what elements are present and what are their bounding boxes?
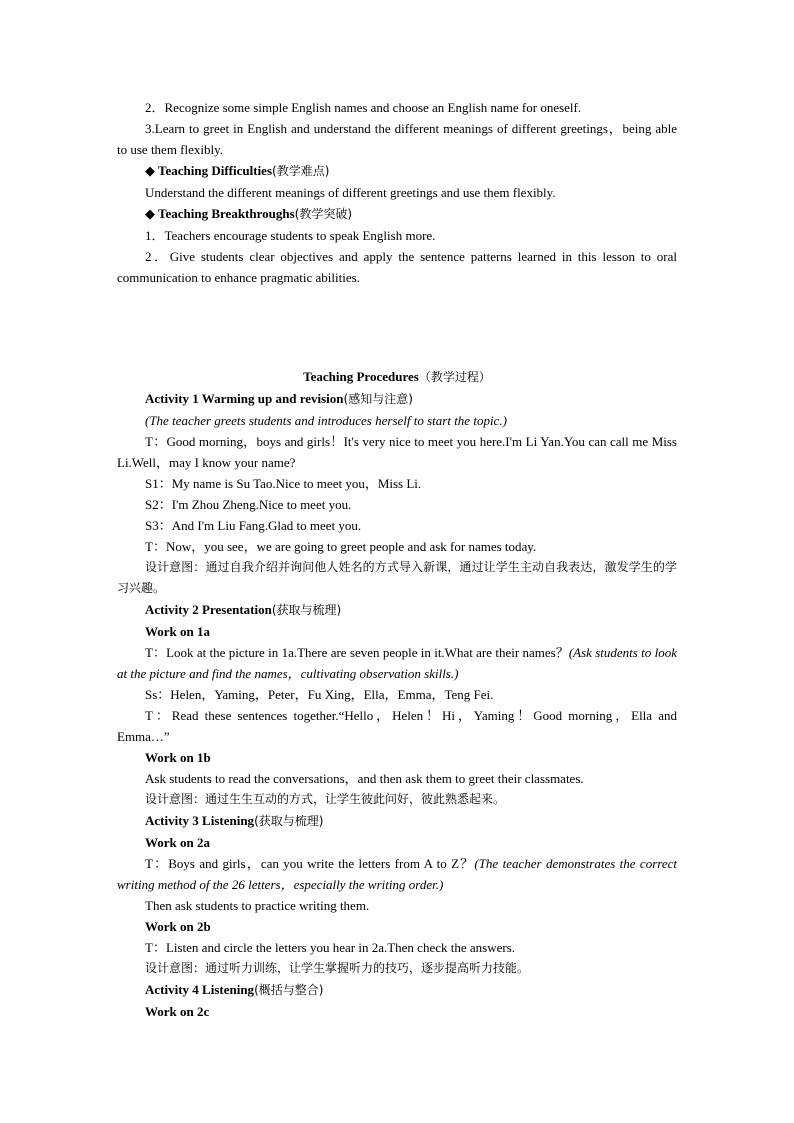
breakthroughs-title: ◆ Teaching Breakthroughs — [145, 206, 295, 221]
procedures-section — [117, 366, 677, 1022]
dialogue-line: S1：My name is Su Tao.Nice to meet you，Miss Li. — [145, 476, 422, 491]
breakthroughs-heading — [117, 203, 677, 225]
dialogue-line: Ss：Helen，Yaming，Peter，Fu Xing，Ella，Emma，Teng Fei. — [145, 687, 494, 702]
activity-1-heading: Activity 1 Warming up and revision(感知与注意) — [145, 391, 413, 406]
difficulties-cn: (教学难点) — [272, 164, 330, 178]
breakthrough-2: 2．Give students clear objectives and apply the sentence patterns learned in this lesson to oral communication to enhance pragmatic abilities. — [117, 249, 677, 285]
design-intent-2: 设计意图：通过生生互动的方式，让学生彼此问好，彼此熟悉起来。 — [145, 792, 506, 806]
design-intent-1: 设计意图：通过自我介绍并询问他人姓名的方式导入新课，通过让学生主动自我表达，激发学生的学习兴趣。 — [117, 560, 677, 595]
dialogue-line: T：Good morning，boys and girls！It's very nice to meet you here.I'm Li Yan.You can call me Miss Li.Well，may I know your name? — [117, 434, 677, 470]
work-2b-heading: Work on 2b — [145, 919, 211, 934]
dialogue-line: T：Now，you see，we are going to greet people and ask for names today. — [145, 539, 537, 554]
difficulties-heading — [117, 160, 677, 182]
procedures-title: Teaching Procedures（教学过程） — [303, 369, 491, 384]
dialogue-line: S3：And I'm Liu Fang.Glad to meet you. — [145, 518, 362, 533]
dialogue-line: T：Look at the picture in 1a.There are seven people in it.What are their names？(Ask students to look at the picture and find the names，cultivating observation skills.) — [117, 645, 677, 681]
design-intent-3: 设计意图：通过听力训练，让学生掌握听力的技巧，逐步提高听力技能。 — [145, 961, 530, 975]
instruction-line: Ask students to read the conversations，and then ask them to greet their classmates. — [145, 771, 584, 786]
dialogue-line: T：Read these sentences together.“Hello，Helen！Hi，Yaming！Good morning，Ella and Emma…” — [117, 708, 677, 744]
breakthrough-1: 1．Teachers encourage students to speak English more. — [145, 228, 436, 243]
activity-3-heading: Activity 3 Listening(获取与梳理) — [145, 813, 324, 828]
work-1b-heading: Work on 1b — [145, 750, 211, 765]
objective-3: 3.Learn to greet in English and understand the different meanings of different greetings，being able to use them flexibly. — [117, 121, 677, 157]
difficulties-text: Understand the different meanings of different greetings and use them flexibly. — [145, 185, 556, 200]
objectives-section — [117, 97, 677, 288]
activity-4-heading: Activity 4 Listening(概括与整合) — [145, 982, 324, 997]
work-1a-heading: Work on 1a — [145, 624, 211, 639]
dialogue-line: T：Boys and girls，can you write the letters from A to Z？(The teacher demonstrates the correct writing method of the 26 letters，especially the writing order.) — [117, 856, 677, 892]
dialogue-line: T：Listen and circle the letters you hear in 2a.Then check the answers. — [145, 940, 515, 955]
work-2a-heading: Work on 2a — [145, 835, 211, 850]
dialogue-line: S2：I'm Zhou Zheng.Nice to meet you. — [145, 497, 352, 512]
activity-1-note: (The teacher greets students and introduces herself to start the topic.) — [145, 413, 507, 428]
activity-2-heading: Activity 2 Presentation(获取与梳理) — [145, 602, 342, 617]
breakthroughs-cn: (教学突破) — [294, 207, 353, 221]
work-2c-heading: Work on 2c — [145, 1004, 210, 1019]
difficulties-title: ◆ Teaching Difficulties — [145, 163, 273, 178]
instruction-line: Then ask students to practice writing them. — [145, 898, 370, 913]
objective-2: 2．Recognize some simple English names and choose an English name for oneself. — [145, 100, 582, 115]
